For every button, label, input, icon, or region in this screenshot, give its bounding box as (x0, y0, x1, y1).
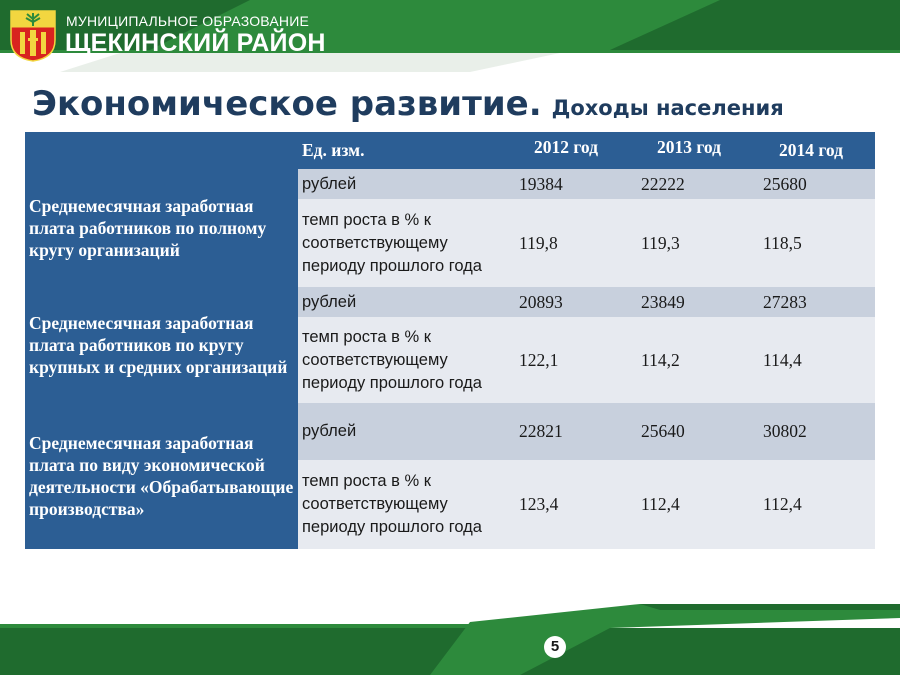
org-name-line1: МУНИЦИПАЛЬНОЕ ОБРАЗОВАНИЕ (66, 13, 310, 29)
value-cell-2014: 25680 (752, 169, 875, 199)
footer-background (0, 600, 900, 675)
header-cell-2013: 2013 год (629, 132, 752, 169)
value-cell-2013: 112,4 (629, 460, 752, 549)
header-cell-unit: Ед. изм. (298, 132, 506, 169)
table-row (25, 403, 875, 460)
slide-title-sub: Доходы населения (551, 96, 784, 120)
income-table (25, 132, 875, 549)
unit-cell: рублей (298, 403, 506, 460)
value-cell-2012: 122,1 (506, 317, 629, 403)
unit-cell: рублей (298, 169, 506, 199)
group-label-3: Среднемесячная заработная плата по виду экономической деятельности «Обрабатывающие производства» (25, 403, 298, 549)
header-cell-2012: 2012 год (506, 132, 629, 169)
value-cell-2012: 20893 (506, 287, 629, 317)
coat-of-arms-logo (10, 10, 56, 62)
table-row (25, 287, 875, 317)
group-label-1: Среднемесячная заработная плата работников по полному кругу организаций (25, 169, 298, 287)
unit-cell: темп роста в % к соответствующему периоду прошлого года (298, 199, 506, 287)
value-cell-2013: 22222 (629, 169, 752, 199)
group-label-2: Среднемесячная заработная плата работников по кругу крупных и средних организаций (25, 287, 298, 403)
unit-cell: темп роста в % к соответствующему периоду прошлого года (298, 460, 506, 549)
value-cell-2013: 119,3 (629, 199, 752, 287)
slide-title-main: Экономическое развитие. (32, 84, 542, 124)
value-cell-2014: 30802 (752, 403, 875, 460)
value-cell-2012: 119,8 (506, 199, 629, 287)
value-cell-2014: 118,5 (752, 199, 875, 287)
value-cell-2014: 27283 (752, 287, 875, 317)
value-cell-2013: 114,2 (629, 317, 752, 403)
table-row (25, 169, 875, 199)
slide-title (32, 84, 784, 124)
value-cell-2013: 23849 (629, 287, 752, 317)
page-number-badge: 5 (544, 636, 566, 658)
value-cell-2012: 19384 (506, 169, 629, 199)
value-cell-2014: 112,4 (752, 460, 875, 549)
value-cell-2012: 22821 (506, 403, 629, 460)
value-cell-2013: 25640 (629, 403, 752, 460)
unit-cell: темп роста в % к соответствующему периоду прошлого года (298, 317, 506, 403)
value-cell-2014: 114,4 (752, 317, 875, 403)
org-name-line2: ЩЕКИНСКИЙ РАЙОН (65, 29, 326, 57)
unit-cell: рублей (298, 287, 506, 317)
value-cell-2012: 123,4 (506, 460, 629, 549)
header-cell-2014: 2014 год (752, 132, 875, 169)
header-cell-blank (25, 132, 298, 169)
footer-band (0, 600, 900, 675)
table-header-row (25, 132, 875, 169)
